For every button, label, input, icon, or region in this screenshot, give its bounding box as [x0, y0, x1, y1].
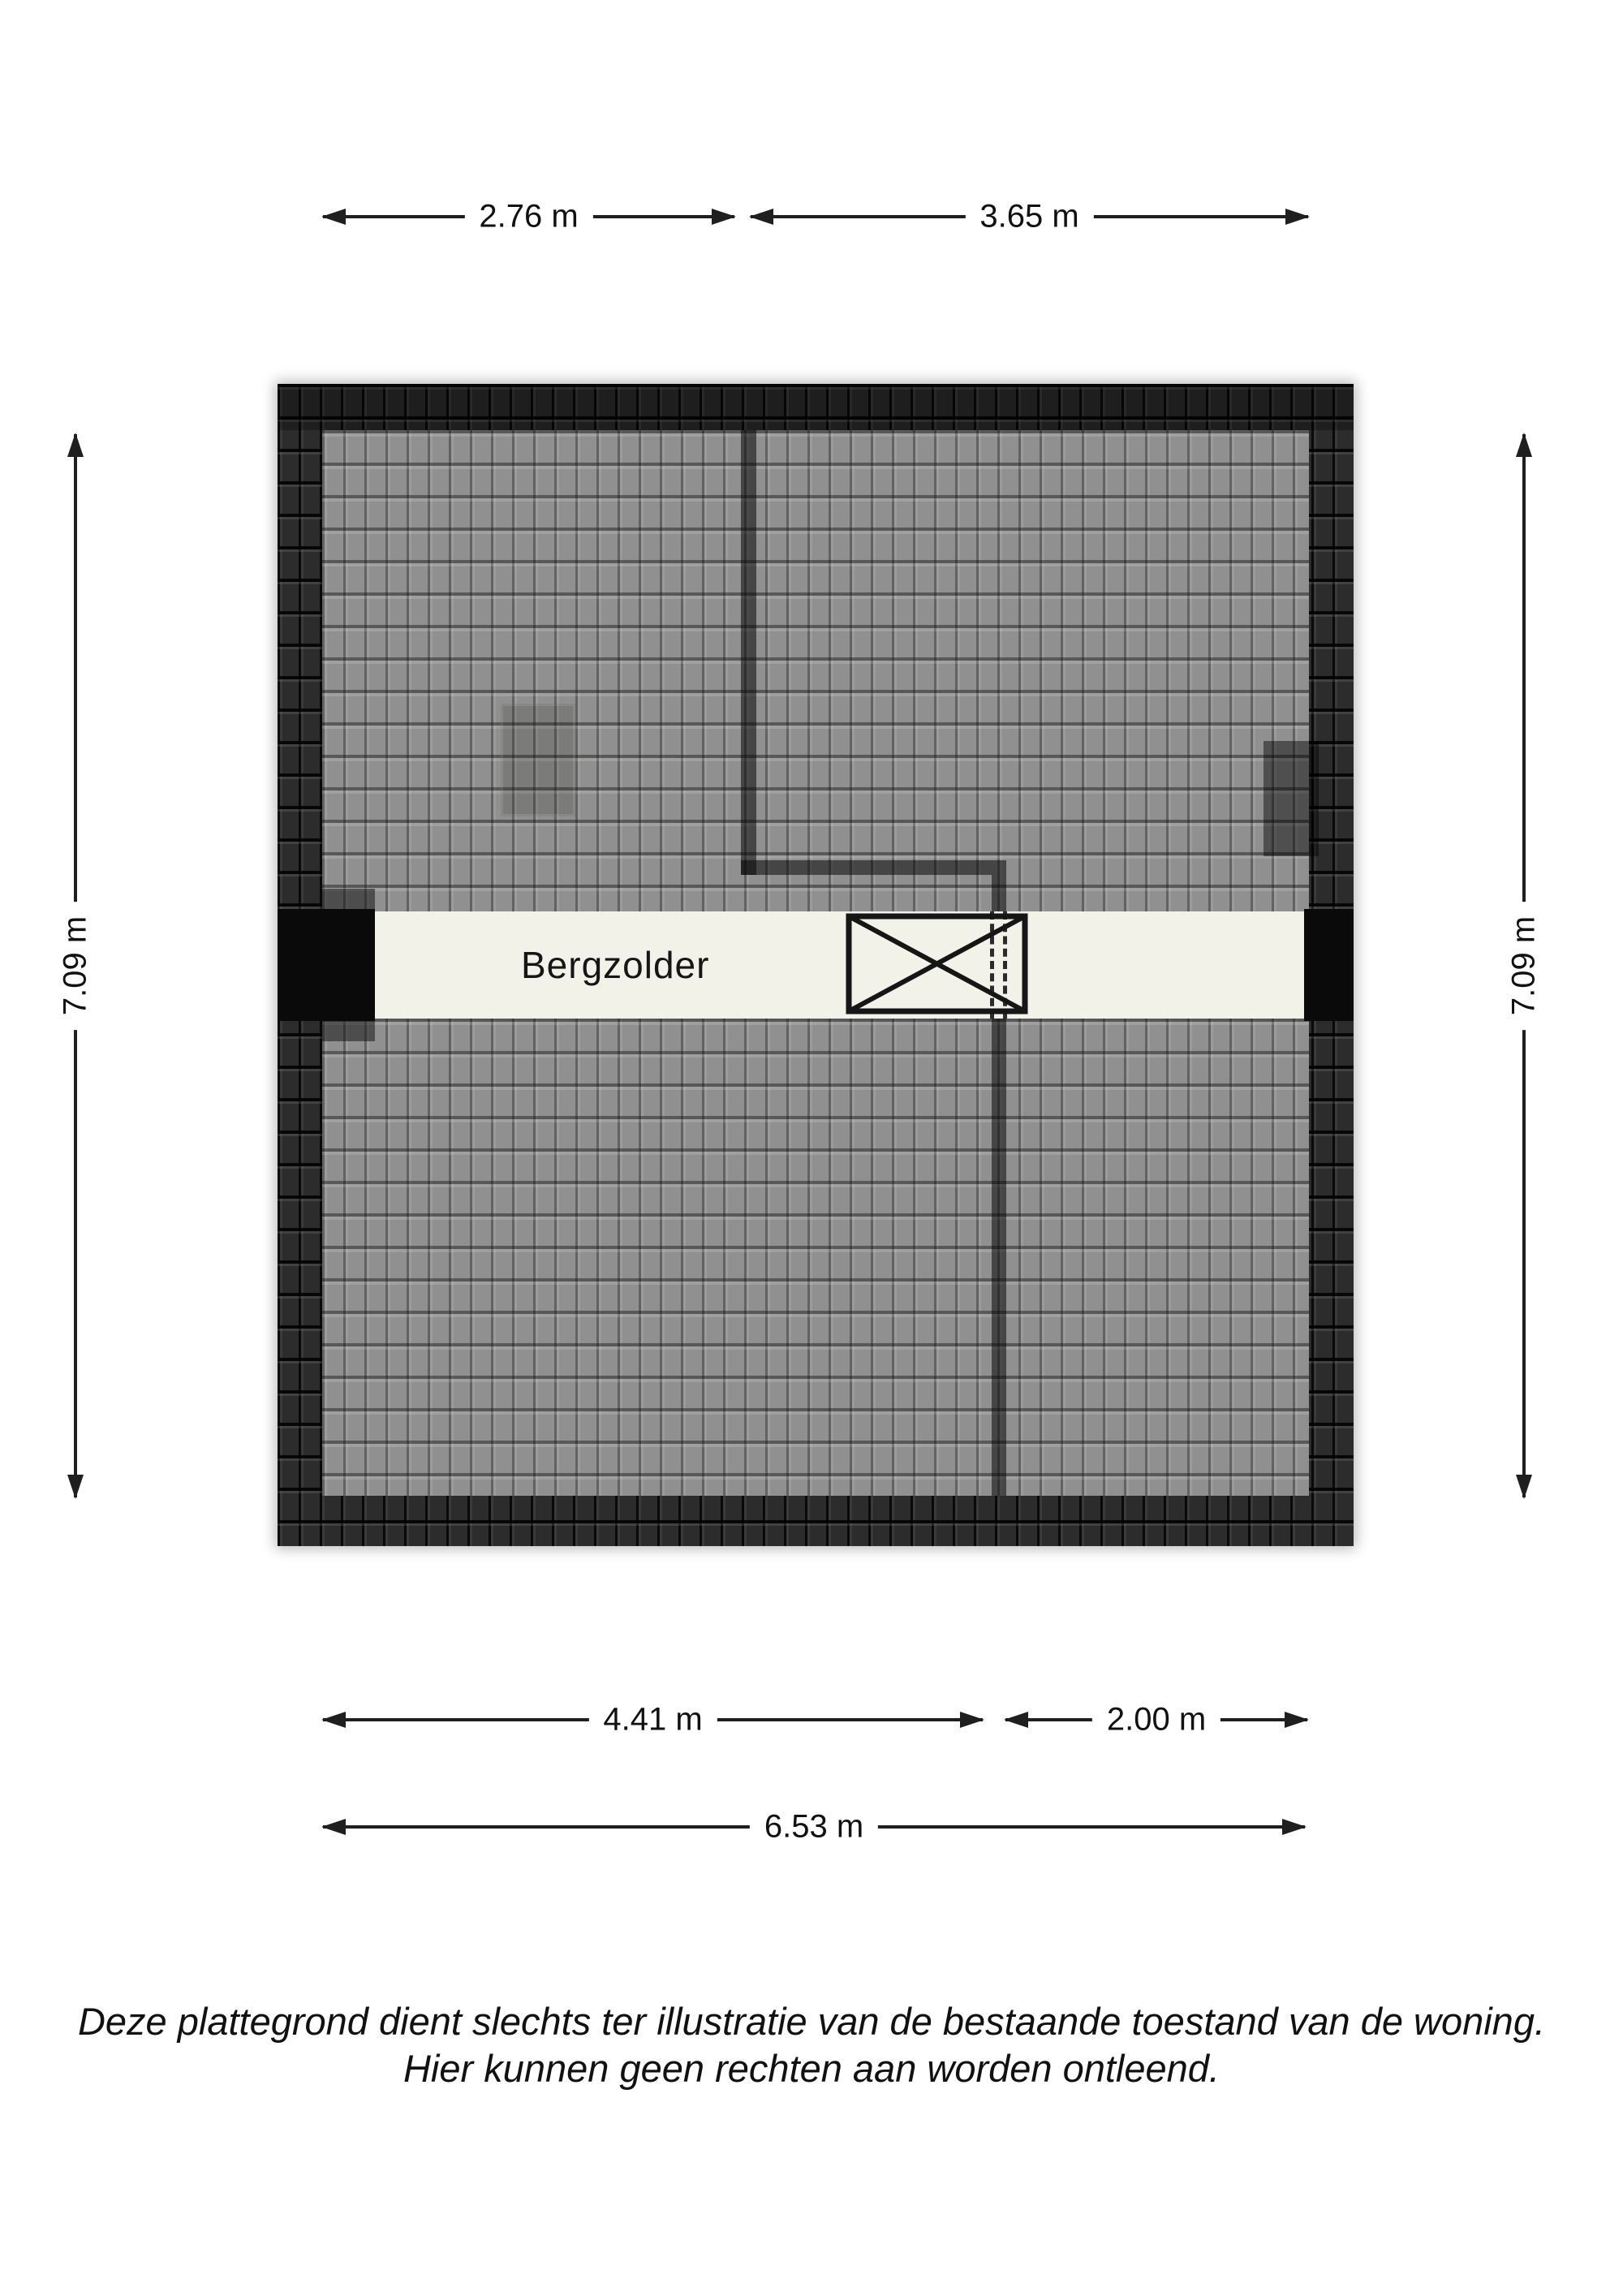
- dimension-right-arrow: [1505, 434, 1542, 1497]
- attic-area-bottom: [322, 1019, 1309, 1496]
- dimension-top-left-arrow: [323, 198, 734, 235]
- dimension-top-left-label: 2.76 m: [464, 197, 592, 237]
- stair-opening-symbol: [846, 913, 1028, 1014]
- dimension-left-arrow: [57, 434, 93, 1497]
- dimension-top-right-arrow: [751, 198, 1308, 235]
- dimension-left-label: 7.09 m: [56, 902, 96, 1030]
- attic-area-top: [322, 430, 1309, 911]
- dimension-total-width-label: 6.53 m: [750, 1807, 878, 1847]
- wall-block-right: [1304, 909, 1354, 1021]
- roof-border-top-shade: [278, 384, 1354, 430]
- wall-block-left: [278, 909, 375, 1021]
- disclaimer-line2: Hier kunnen geen rechten aan worden ontleend.: [403, 2047, 1220, 2090]
- dimension-bottom-right-arrow: [1005, 1701, 1307, 1738]
- interior-wall-vertical-lower: [992, 1019, 1006, 1496]
- dimension-bottom-left-arrow: [323, 1701, 983, 1738]
- dimension-right-label: 7.09 m: [1505, 902, 1544, 1030]
- dimension-total-width-arrow: [323, 1808, 1305, 1845]
- floorplan: [278, 384, 1354, 1546]
- dimension-top-right-label: 3.65 m: [965, 197, 1093, 237]
- interior-wall-vertical-upper: [741, 430, 756, 875]
- bergzolder-band: [278, 911, 1354, 1019]
- interior-wall-vertical-middle: [992, 875, 1006, 911]
- bergzolder-floor: [375, 911, 1304, 1019]
- room-label: Bergzolder: [521, 944, 710, 986]
- dimension-bottom-left-label: 4.41 m: [588, 1700, 717, 1740]
- disclaimer-line1: Deze plattegrond dient slechts ter illustratie van de bestaande toestand van de woning.: [77, 2000, 1546, 2043]
- roof-window-shadow: [501, 704, 575, 816]
- interior-wall-horizontal-jog: [741, 860, 1006, 875]
- band-step-lower: [322, 1019, 375, 1041]
- band-step-upper: [322, 889, 375, 911]
- dimension-bottom-right-label: 2.00 m: [1092, 1700, 1220, 1740]
- disclaimer: [0, 1998, 1623, 2092]
- right-wall-dark-block: [1264, 741, 1319, 856]
